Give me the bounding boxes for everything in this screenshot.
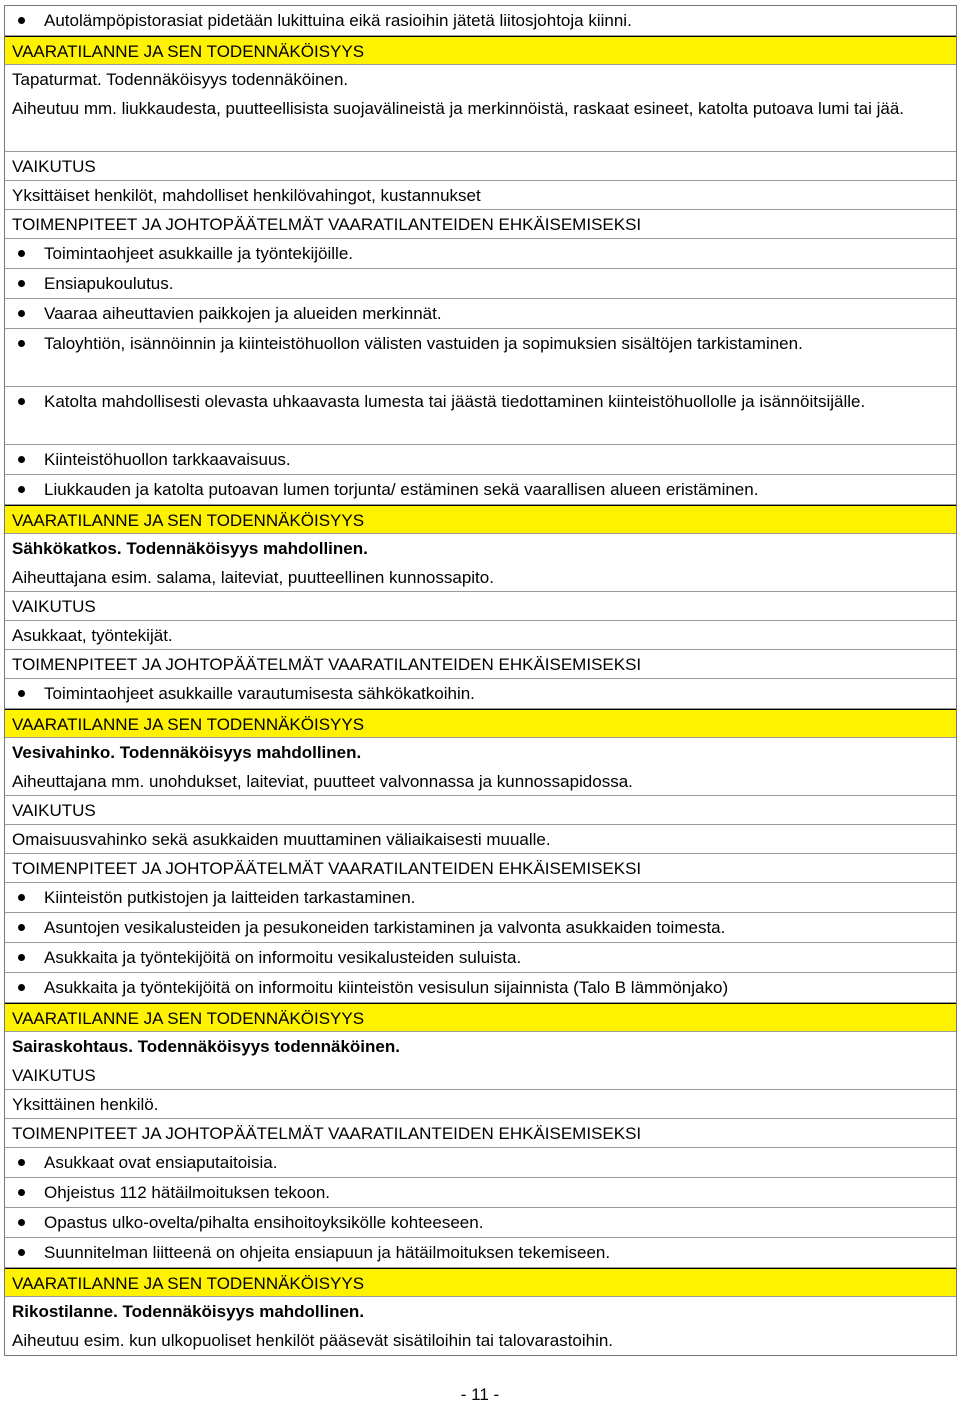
hazard-title: Sähkökatkos. Todennäköisyys mahdollinen. [12,539,368,558]
impact-text: Yksittäiset henkilöt, mahdolliset henkilövahingot, kustannukset [5,181,956,210]
impact-label: VAIKUTUS [5,796,956,825]
list-item: Opastus ulko-ovelta/pihalta ensihoitoyksikölle kohteeseen. [5,1208,956,1238]
hazard-cause: Aiheuttajana esim. salama, laiteviat, puutteellinen kunnossapito. [5,563,956,592]
impact-text: Asukkaat, työntekijät. [5,621,956,650]
list-item: Ensiapukoulutus. [5,269,956,299]
actions-label: TOIMENPITEET JA JOHTOPÄÄTELMÄT VAARATILANTEIDEN EHKÄISEMISEKSI [5,1119,956,1148]
bullet-icon [18,984,25,991]
list-item: Vaaraa aiheuttavien paikkojen ja alueiden merkinnät. [5,299,956,329]
bullet-icon [18,250,25,257]
bullet-icon [18,310,25,317]
bullet-icon [18,924,25,931]
bullet-icon [18,1219,25,1226]
bullet-icon [18,1159,25,1166]
list-item: Asukkaat ovat ensiaputaitoisia. [5,1148,956,1178]
list-item: Asuntojen vesikalusteiden ja pesukoneiden tarkistaminen ja valvonta asukkaiden toimesta. [5,913,956,943]
bullet-icon [18,954,25,961]
section-header: VAARATILANNE JA SEN TODENNÄKÖISYYS [5,709,956,738]
impact-label: VAIKUTUS [5,152,956,181]
impact-text: Yksittäinen henkilö. [5,1090,956,1119]
list-item: Katolta mahdollisesti olevasta uhkaavasta lumesta tai jäästä tiedottaminen kiinteistöhuollolle ja isännöitsijälle. [5,387,956,445]
page-number: - 11 - [460,1385,500,1404]
bullet-list [5,6,956,36]
bullet-icon [18,340,25,347]
section-header: VAARATILANNE JA SEN TODENNÄKÖISYYS [5,1003,956,1032]
list-item: Kiinteistöhuollon tarkkaavaisuus. [5,445,956,475]
list-item: Ohjeistus 112 hätäilmoituksen tekoon. [5,1178,956,1208]
impact-label: VAIKUTUS [5,592,956,621]
hazard-cause: Aiheutuu mm. liukkaudesta, puutteellisista suojavälineistä ja merkinnöistä, raskaat esineet, katolta putoava lumi tai jää. [5,94,956,152]
bullet-icon [18,456,25,463]
bullet-icon [18,1249,25,1256]
list-item: Toimintaohjeet asukkaille varautumisesta sähkökatkoihin. [5,679,956,709]
hazard-title: Sairaskohtaus. Todennäköisyys todennäköinen. [12,1037,400,1056]
bullet-list [5,239,956,505]
impact-text: Omaisuusvahinko sekä asukkaiden muuttaminen väliaikaisesti muualle. [5,825,956,854]
document-page [4,5,957,1356]
bullet-icon [18,894,25,901]
hazard-cause: Aiheutuu esim. kun ulkopuoliset henkilöt pääsevät sisätiloihin tai talovarastoihin. [12,1331,614,1350]
bullet-icon [18,1189,25,1196]
actions-label: TOIMENPITEET JA JOHTOPÄÄTELMÄT VAARATILANTEIDEN EHKÄISEMISEKSI [5,210,956,239]
bullet-icon [18,690,25,697]
list-item: Suunnitelman liitteenä on ohjeita ensiapuun ja hätäilmoituksen tekemiseen. [5,1238,956,1268]
hazard-title: Rikostilanne. Todennäköisyys mahdollinen. [12,1302,365,1321]
list-item: Kiinteistön putkistojen ja laitteiden tarkastaminen. [5,883,956,913]
list-item: Taloyhtiön, isännöinnin ja kiinteistöhuollon välisten vastuiden ja sopimuksien sisältöjen tarkistaminen. [5,329,956,387]
hazard-title: Tapaturmat. Todennäköisyys todennäköinen. [12,70,349,89]
list-item: Asukkaita ja työntekijöitä on informoitu kiinteistön vesisulun sijainnista (Talo B lämmönjako) [5,973,956,1003]
actions-label: TOIMENPITEET JA JOHTOPÄÄTELMÄT VAARATILANTEIDEN EHKÄISEMISEKSI [5,650,956,679]
section-header: VAARATILANNE JA SEN TODENNÄKÖISYYS [5,1268,956,1297]
bullet-icon [18,486,25,493]
bullet-icon [18,280,25,287]
bullet-icon [18,398,25,405]
list-item: Toimintaohjeet asukkaille ja työntekijöille. [5,239,956,269]
bullet-icon [18,17,25,24]
bullet-list [5,1148,956,1268]
bullet-list [5,883,956,1003]
bullet-list [5,679,956,709]
hazard-title: Vesivahinko. Todennäköisyys mahdollinen. [12,743,362,762]
section-header: VAARATILANNE JA SEN TODENNÄKÖISYYS [5,36,956,65]
list-item: Autolämpöpistorasiat pidetään lukittuina eikä rasioihin jätetä liitosjohtoja kiinni. [5,6,956,36]
actions-label: TOIMENPITEET JA JOHTOPÄÄTELMÄT VAARATILANTEIDEN EHKÄISEMISEKSI [5,854,956,883]
impact-label: VAIKUTUS [5,1061,956,1090]
list-item: Asukkaita ja työntekijöitä on informoitu vesikalusteiden suluista. [5,943,956,973]
list-item: Liukkauden ja katolta putoavan lumen torjunta/ estäminen sekä vaarallisen alueen eristäminen. [5,475,956,505]
section-header: VAARATILANNE JA SEN TODENNÄKÖISYYS [5,505,956,534]
hazard-cause: Aiheuttajana mm. unohdukset, laiteviat, puutteet valvonnassa ja kunnossapidossa. [5,767,956,796]
